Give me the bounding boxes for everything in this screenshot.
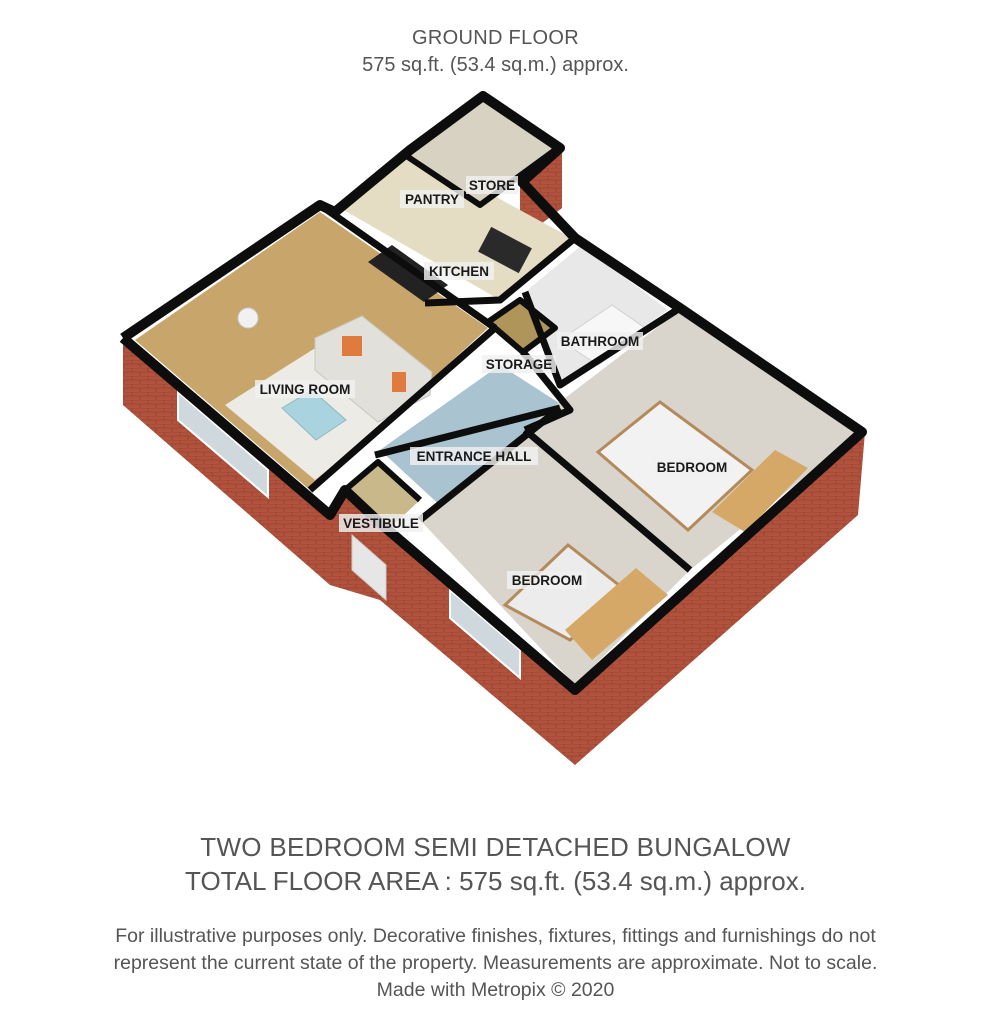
- cushion-orange: [342, 336, 362, 356]
- label-store: STORE: [468, 178, 516, 193]
- label-bedroom-main: BEDROOM: [656, 460, 728, 475]
- label-entrance-hall: ENTRANCE HALL: [416, 449, 532, 464]
- label-vestibule: VESTIBULE: [343, 516, 419, 531]
- cushion-orange-2: [392, 372, 406, 392]
- disclaimer-line-1: For illustrative purposes only. Decorative finishes, fixtures, fittings and furnishings do not: [115, 925, 876, 947]
- disclaimer-line-2: represent the current state of the property. Measurements are approximate. Not to scale.: [113, 952, 878, 974]
- total-floor-area: TOTAL FLOOR AREA : 575 sq.ft. (53.4 sq.m.) approx.: [185, 866, 806, 896]
- label-pantry: PANTRY: [405, 192, 459, 207]
- floor-area: 575 sq.ft. (53.4 sq.m.) approx.: [362, 54, 629, 76]
- label-storage: STORAGE: [485, 357, 553, 372]
- credit-line: Made with Metropix © 2020: [376, 979, 615, 1001]
- label-bathroom: BATHROOM: [560, 334, 640, 349]
- property-title: TWO BEDROOM SEMI DETACHED BUNGALOW: [200, 832, 791, 862]
- floor-title: GROUND FLOOR: [412, 27, 579, 49]
- label-bedroom-front: BEDROOM: [511, 573, 583, 588]
- label-kitchen: KITCHEN: [429, 264, 489, 279]
- label-living-room: LIVING ROOM: [259, 382, 351, 397]
- floor-lamp: [238, 308, 258, 328]
